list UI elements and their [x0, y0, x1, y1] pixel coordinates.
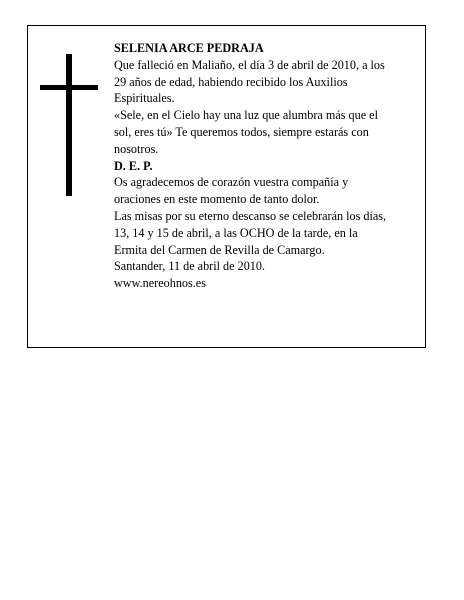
notice-line: oraciones en este momento de tanto dolor. [114, 192, 320, 207]
deceased-name: SELENIA ARCE PEDRAJA [114, 41, 264, 55]
cross-vertical-bar [66, 54, 72, 196]
obituary-notice [27, 25, 426, 348]
notice-line: sol, eres tú» Te queremos todos, siempre estarás con [114, 124, 369, 139]
notice-line: Que falleció en Maliaño, el día 3 de abril de 2010, a los [114, 57, 385, 72]
notice-line: «Sele, en el Cielo hay una luz que alumbra más que el [114, 108, 378, 123]
place-date-line: Santander, 11 de abril de 2010. [114, 259, 266, 274]
website-text: www.nereohnos.es [114, 276, 206, 291]
notice-line: Ermita del Carmen de Revilla de Camargo. [114, 242, 325, 257]
notice-line: nosotros. [114, 141, 159, 156]
notice-line: 29 años de edad, habiendo recibido los Auxilios [114, 74, 348, 89]
notice-line: Os agradecemos de corazón vuestra compañía y [114, 175, 349, 190]
notice-line: Espirituales. [114, 91, 175, 106]
notice-line: 13, 14 y 15 de abril, a las OCHO de la tarde, en la [114, 225, 358, 240]
cross-horizontal-bar [40, 85, 98, 90]
cross-icon [40, 54, 98, 196]
notice-line: Las misas por su eterno descanso se celebrarán los días, [114, 208, 387, 223]
notice-text [114, 40, 424, 292]
dep-heading: D. E. P. [114, 158, 153, 173]
